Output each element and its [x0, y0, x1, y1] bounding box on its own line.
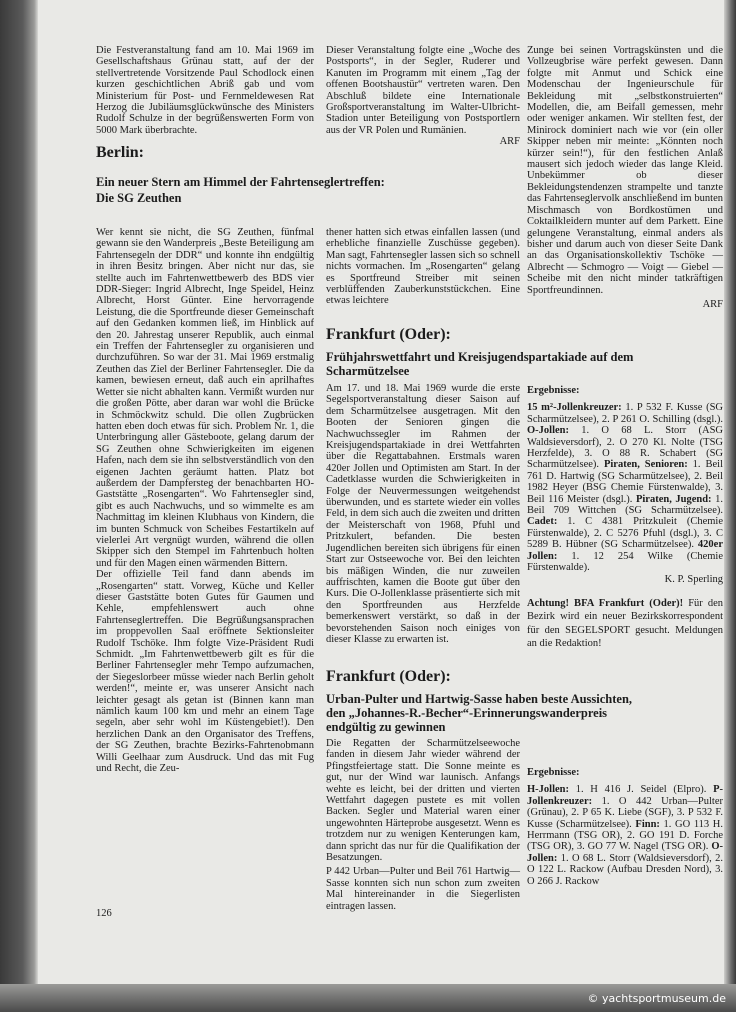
result-class: Piraten, Senioren: — [603, 459, 688, 471]
result-class: O-Jollen: — [527, 841, 723, 864]
result-class: 15 m²-Jollenkreuzer: — [527, 402, 622, 414]
paragraph: Dieser Veranstaltung folgte eine „Woche des Postsports“, in der Segler, Ruderer und Kanuten im Programm mit einem „Tag der offenen Bootshaustür“ vertreten waren. Den Abschluß bildete eine Internationale Großsportveranstaltung im Walter-Ulbricht-Stadion unter Beteiligung von Postsportlern aus der VR Polen und Rumänien. — [326, 45, 520, 136]
page-number: 126 — [96, 908, 112, 919]
watermark: © yachtsportmuseum.de — [587, 992, 726, 1005]
paragraph: Die Festveranstaltung fand am 10. Mai 1969 im Gesellschaftshaus Grünau statt, auf der der stellvertretende Vorsitzende Paul Schodlock einen kurzen geschichtlichen Abriß gab und vom Ministerium für Post- und Fernmeldewesen Rat Herzog die Jubiläumsglückwünsche des Ministers Rudolf Schulze in der begrüßenswerten Form von 5000 Mark überbrachte. — [96, 45, 314, 136]
result-text: 1. C 4381 Pritzkuleit (Chemie Fürstenwalde), 2. C 5276 Pfuhl (dsgl.), 3. C 5289 B. Hübner (SG Scharmützelsee). — [527, 516, 723, 551]
frankfurt-results — [527, 385, 723, 651]
festveranstaltung-text — [96, 45, 314, 136]
paragraph: thener hatten sich etwas einfallen lassen (und erhebliche finanzielle Zuschüsse gegeben). Man sagt, Fahrtensegler lassen sich so schnell nichts vormachen. Im „Rosengarten“ gelang es Sportfreund Streiber mit seinen verblüffenden Zauberkunststückchen. Eine etwas leichtere — [326, 227, 520, 307]
article-subtitle: Ein neuer Stern am Himmel der Fahrtenseglertreffen: — [96, 175, 385, 189]
result-class: Finn: — [635, 818, 660, 830]
result-class: O-Jollen: — [527, 425, 569, 437]
paragraph: Zunge bei seinen Vortragskünsten und die Vollzeugbrise wäre perfekt gewesen. Dann folgte mit Anmut und Schick eine Modenschau der Ingenieurschule für Bekleidung mit „selbstkonstruierten“ Modellen, die, am Beifall gemessen, mehr oder weniger ankamen. Wir stellten fest, der Minirock dominiert nach wie vor (ein oller Skipper neben mir meinte: „Könnten noch kürzer sein!“), für den festlichen Anlaß mausert sich jedoch wieder das lange Kleid. Unbekümmer ob dieser Bekleidungstendenzen strampelte und tanzte das Fahrtenseglervolk anschließend im bunten Mischmasch von Bordkostümen und Coktailkleidern munter auf dem Parkett. Eine gelungene Veranstaltung, einmal anders als bisher und darum auch von dieser Seite Dank an das Organisationskollektiv Tschöke — Albrecht — Schmogro — Voigt — Giebel — Scheibe mit den nicht minder tatkräftigen Sportfreundinnen. — [527, 45, 723, 296]
berlin-article-middle — [326, 227, 520, 307]
author-signature: ARF — [499, 136, 520, 148]
result-text: 1. O 68 L. Storr (Waldsieversdorf), 2. O 122 L. Rackow (Aufbau Dresden Nord), 3. O 266 J. Rackow — [527, 852, 723, 887]
section-heading-frankfurt: Frankfurt (Oder): — [326, 326, 451, 343]
correspondent-notice — [527, 597, 723, 651]
result-text: 1. Beil 761 D. Hartwig (SG Scharmützelsee), 2. Beil 1982 Heyer (BSG Chemie Fürstenwalde), 3. Beil 116 Meister (dsgl.). — [527, 459, 723, 505]
article-subtitle: den „Johannes-R.-Becher“-Erinnerungswanderpreis — [326, 706, 608, 720]
book-binding-shadow — [0, 0, 38, 1012]
result-text: 1. H 416 J. Seidel (Elpro). — [569, 784, 714, 796]
page-edge-shadow — [724, 0, 736, 1012]
result-text: 1. P 532 F. Kusse (SG Scharmützelsee), 2. P 261 O. Schilling (dsgl.). — [527, 402, 723, 425]
result-class: 420er Jollen: — [527, 539, 723, 562]
article-subtitle: Urban-Pulter und Hartwig-Sasse haben beste Aussichten, — [326, 692, 633, 706]
section-heading-frankfurt: Frankfurt (Oder): — [326, 668, 451, 685]
author-signature: ARF — [702, 298, 723, 310]
paragraph: Wer kennt sie nicht, die SG Zeuthen, fünfmal gewann sie den Wanderpreis „Beste Beteiligung am Fahrtensegeln der DDR“ und konnte ihn endgültig in ihren Besitz bringen. Aber nicht nur das, sie stellte auch im Fahrtenwettbewerb des BDS vier DDR-Sieger: Ingrid Albrecht, Inge Speidel, Heinz Albrecht, Horst Günter. Eine hervorragende Leistung, die die Sportfreunde dieser Gemeinschaft auf den Gedanken kommen ließ, im Hinblick auf den 20. Jahrestag unserer Republik, auch einmal ein Treffen der Fahrtensegler zu organisieren und durchzuführen. So war der 31. Mai 1969 erstmalig Zeuthen das Ziel der Berliner Fahrtensegler. Die da kamen, bewiesen erneut, daß auch ein aprilhaftes Wetter sie nicht abhalten kann. Vermißt wurden nur die großen Pötte, aber daran war wohl die Brücke in Schmöckwitz schuld. Die ollen Zugbrücken hatten eben doch etwas für sich. Problem Nr. 1, die Unterbringung aller Gästeboote, gelang darum der SG Zeuthen ohne Schwierigkeiten im eigenen Hafen, nach dem sie ihn selbstverständlich von den eigenen Jachten geräumt hatten. Platz bot außerdem der Dampfersteg der benachbarten HO-Gaststätte „Rosengarten“. Wo Fahrtensegler sind, gibt es auch Nachwuchs, und so wimmelte es am Nachmittag im kleinen Klubhaus von Kindern, die im bunten Schmuck von Scheibes Festartikeln auf vielerlei Art vergnügt wurden, während die ollen Skipper sich den Stempel im Fahrtenbuch holten und für den Magen einen wärmenden Bittern. — [96, 227, 314, 569]
regatta-results — [527, 763, 723, 887]
notice-label: Achtung! BFA Frankfurt (Oder)! — [527, 597, 684, 609]
results-list — [527, 784, 723, 887]
postsport-text — [326, 45, 520, 148]
result-text: 1. 12 254 Wilke (Chemie Fürstenwalde). — [527, 550, 723, 574]
result-text: 1. O 442 Urban—Pulter (Grünau), 2. P 65 K. Liebe (SGF), 3. P 532 F. Kusse (Scharmützelsee). — [527, 795, 723, 830]
result-class: Cadet: — [527, 516, 558, 528]
result-class: P-Jollenkreuzer: — [527, 784, 723, 807]
paragraph: P 442 Urban—Pulter und Beil 761 Hartwig—Sasse konnten sich nun schon zum zweiten Mal hintereinander in die Siegerlisten eintragen lassen. — [326, 866, 520, 912]
regatta-article-body — [326, 738, 520, 912]
results-heading: Ergebnisse: — [527, 767, 580, 778]
frankfurt-article-body — [326, 383, 520, 645]
results-heading: Ergebnisse: — [527, 385, 580, 396]
result-class: Piraten, Jugend: — [635, 493, 712, 505]
article-subtitle: Die SG Zeuthen — [96, 191, 182, 205]
paragraph: Der offizielle Teil fand dann abends im „Rosengarten“ statt. Vorweg, Küche und Keller dieser Gaststätte boten Gutes für Gaumen und Kehle, empfehlenswert auch ohne Fahrtenseglertreffen. Die Begrüßungsansprachen im proppevollen Saal eröffnete Sektionsleiter Rudolf Tschöke. Ihm folgte Vize-Präsident Rudi Schmidt. „Im Fahrtenwettbewerb gilt es für die Berliner Fahrtensegler mehr Tempo aufzumachen, der Siegeslorbeer müsse wieder nach Berlin geholt werden!“, meinte er, was unserer Ansicht nach leichter gesagt als getan ist (Binnen kann man nämlich kaum 100 km und mehr an einem Tage segeln, aber sehr wohl im Küstengebiet!). Den herzlichen Dank an den Organisator des Treffens, der SG Zeuthen, brachte Bezirks-Fahrtenobmann Willi Geelhaar zum Ausdruck. Und das mit Fug und Recht, die Zeu- — [96, 569, 314, 775]
results-list — [527, 402, 723, 573]
berlin-article-left — [96, 227, 314, 775]
author-signature: K. P. Sperling — [664, 573, 723, 585]
article-subtitle: Frühjahrswettfahrt und Kreisjugendspartakiade auf dem Scharmützelsee — [326, 350, 634, 378]
section-heading-berlin: Berlin: — [96, 144, 144, 161]
article-subtitle: endgültig zu gewinnen — [326, 720, 446, 734]
result-class: H-Jollen: — [527, 784, 569, 796]
paragraph: Die Regatten der Scharmützelseewoche fanden in diesem Jahr wieder während der Pfingstfeiertage statt. Die Sonne meinte es gut, nur der Wind war launisch. Anfangs wehte es leicht, bei der dritten und vierten Wettfahrt dagegen pustete es mit vollen Backen. Segler und Material waren einer ungewohnten Härteprobe ausgesetzt. Wenn es trotzdem nur zu wenigen Kenterungen kam, dann spricht das nur für die Qualifikation der Besatzungen. — [326, 738, 520, 864]
notice-text: Für den Bezirk wird ein neuer Bezirkskorrespondent für den SEGELSPORT gesucht. Meldungen an die Redaktion! — [527, 597, 723, 650]
result-text: 1. GO 113 H. Herrmann (TSG OR), 2. GO 191 D. Forche (TSG OR), 3. GO 77 W. Nagel (TSG OR). — [527, 818, 723, 853]
modenschau-text — [527, 45, 723, 310]
paragraph: Am 17. und 18. Mai 1969 wurde die erste Segelsportveranstaltung dieser Saison auf dem Scharmützelsee ausgetragen. Mit den Booten der Senioren gingen die Nachwuchssegler im Rahmen der Kreisjugendspartakiade in drei Wettfahrten über die Regattabahnen. Erstmals waren 420er Jollen und Optimisten am Start. In der Cadetklasse wurden die Schwierigkeiten in Folge der Neuvermessungen weitgehendst überwunden, und es startete wieder ein volles Feld, in dem sich auch die zweiten und dritten der Meisterschaft von 1968, Pfuhl und Pritzkulert, befanden. Die besten Jugendlichen bereiten sich übrigens für einen Start zur Ostseewoche vor. Bei den leichten bis mäßigen Winden, die nur zuweilen auffrischten, kamen die Boote gut über den Kurs. Die O-Jollenklasse präsentierte sich mit den Sportfreunden aus Herzfelde bemerkenswert verstärkt, so daß in der bevorstehenden Saison noch einiges von dieser Klasse zu erwarten ist. — [326, 383, 520, 645]
result-text: 1. Beil 709 Wittchen (SG Scharmützelsee). — [527, 493, 724, 517]
result-text: 1. O 68 L. Storr (ASG Waldsieversdorf), 2. O 270 Kl. Nolte (TSG Herzfelde), 3. O 88 R. Schabert (SG Scharmützelsee). — [527, 425, 723, 471]
